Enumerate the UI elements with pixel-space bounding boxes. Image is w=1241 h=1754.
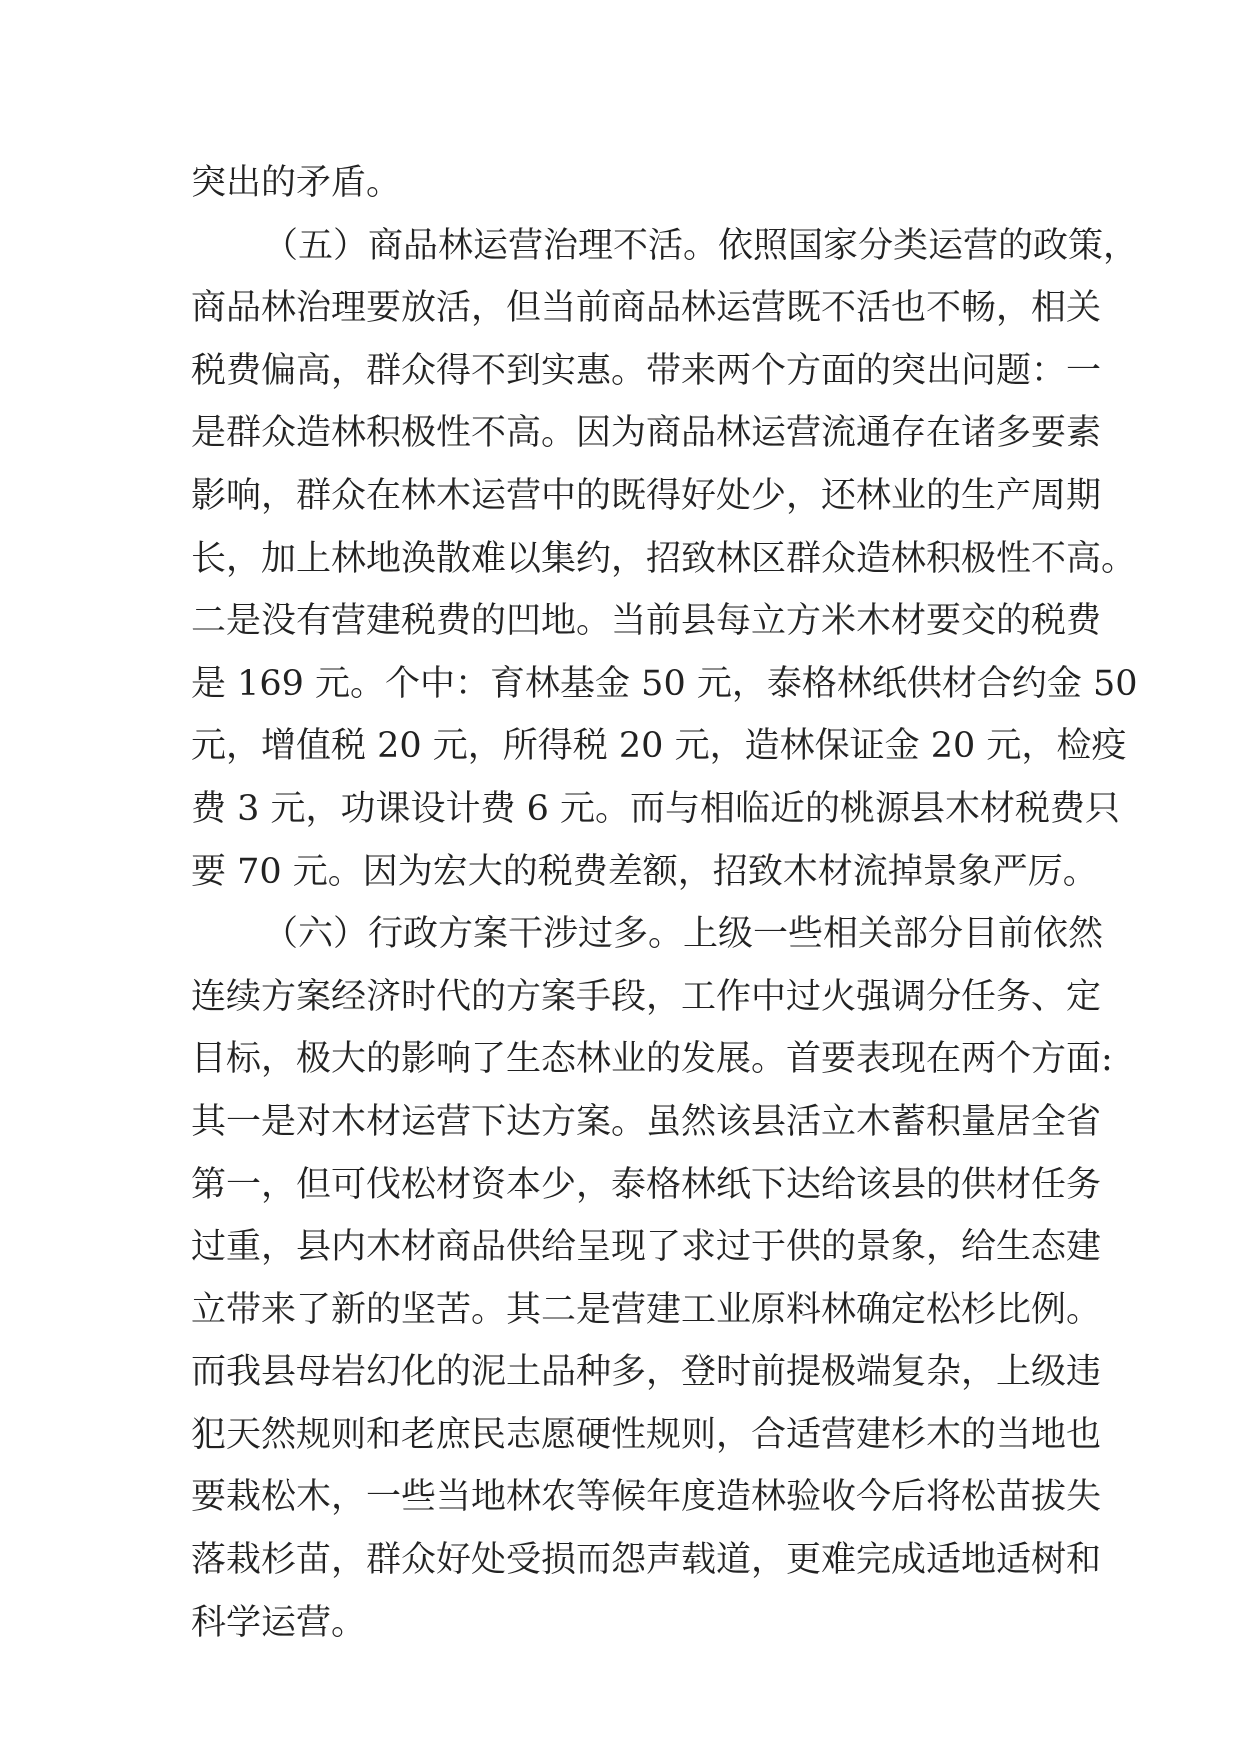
text-line: 费 3 元，功课设计费 6 元。而与相临近的桃源县木材税费只 xyxy=(191,788,1121,829)
text-line: 是 169 元。个中：育林基金 50 元，泰格林纸供材合约金 50 xyxy=(191,663,1138,704)
text-line: 长，加上林地涣散难以集约，招致林区群众造林积极性不高。 xyxy=(191,538,1137,579)
text-line: 目标，极大的影响了生态林业的发展。首要表现在两个方面: xyxy=(191,1039,1113,1080)
text-line: 犯天然规则和老庶民志愿硬性规则，合适营建杉木的当地也 xyxy=(191,1414,1102,1455)
text-line: 元，增值税 20 元，所得税 20 元，造林保证金 20 元，检疫 xyxy=(191,726,1127,767)
text-line: 科学运营。 xyxy=(191,1602,367,1643)
text-line: 要 70 元。因为宏大的税费差额，招致木材流掉景象严厉。 xyxy=(191,851,1098,892)
text-line: 第一，但可伐松材资本少，泰格林纸下达给该县的供材任务 xyxy=(191,1164,1102,1205)
text-line: 是群众造林积极性不高。因为商品林运营流通存在诸多要素 xyxy=(191,413,1102,454)
text-line: 影响，群众在林木运营中的既得好处少，还林业的生产周期 xyxy=(191,475,1102,516)
text-line: 税费偏高，群众得不到实惠。带来两个方面的突出问题：一 xyxy=(191,350,1102,391)
text-line: 突出的矛盾。 xyxy=(191,163,402,203)
text-line: （五）商品林运营治理不活。依照国家分类运营的政策， xyxy=(263,225,1139,266)
body-text xyxy=(191,152,1139,1654)
text-line: 过重，县内木材商品供给呈现了求过于供的景象，给生态建 xyxy=(191,1227,1102,1268)
text-line: 要栽松木，一些当地林农等候年度造林验收今后将松苗拔失 xyxy=(191,1477,1102,1518)
text-line: 二是没有营建税费的凹地。当前县每立方米木材要交的税费 xyxy=(191,601,1102,642)
text-line: 其一是对木材运营下达方案。虽然该县活立木蓄积量居全省 xyxy=(191,1101,1102,1142)
text-line: 而我县母岩幻化的泥土品种多，登时前提极端复杂，上级违 xyxy=(191,1352,1102,1393)
text-line: 落栽杉苗，群众好处受损而怨声载道，更难完成适地适树和 xyxy=(191,1540,1102,1581)
text-line: 立带来了新的坚苦。其二是营建工业原料林确定松杉比例。 xyxy=(191,1289,1102,1330)
text-line: 连续方案经济时代的方案手段，工作中过火强调分任务、定 xyxy=(191,976,1102,1017)
text-line: 商品林治理要放活，但当前商品林运营既不活也不畅，相关 xyxy=(191,288,1102,329)
text-line: （六）行政方案干涉过多。上级一些相关部分目前依然 xyxy=(263,914,1104,955)
